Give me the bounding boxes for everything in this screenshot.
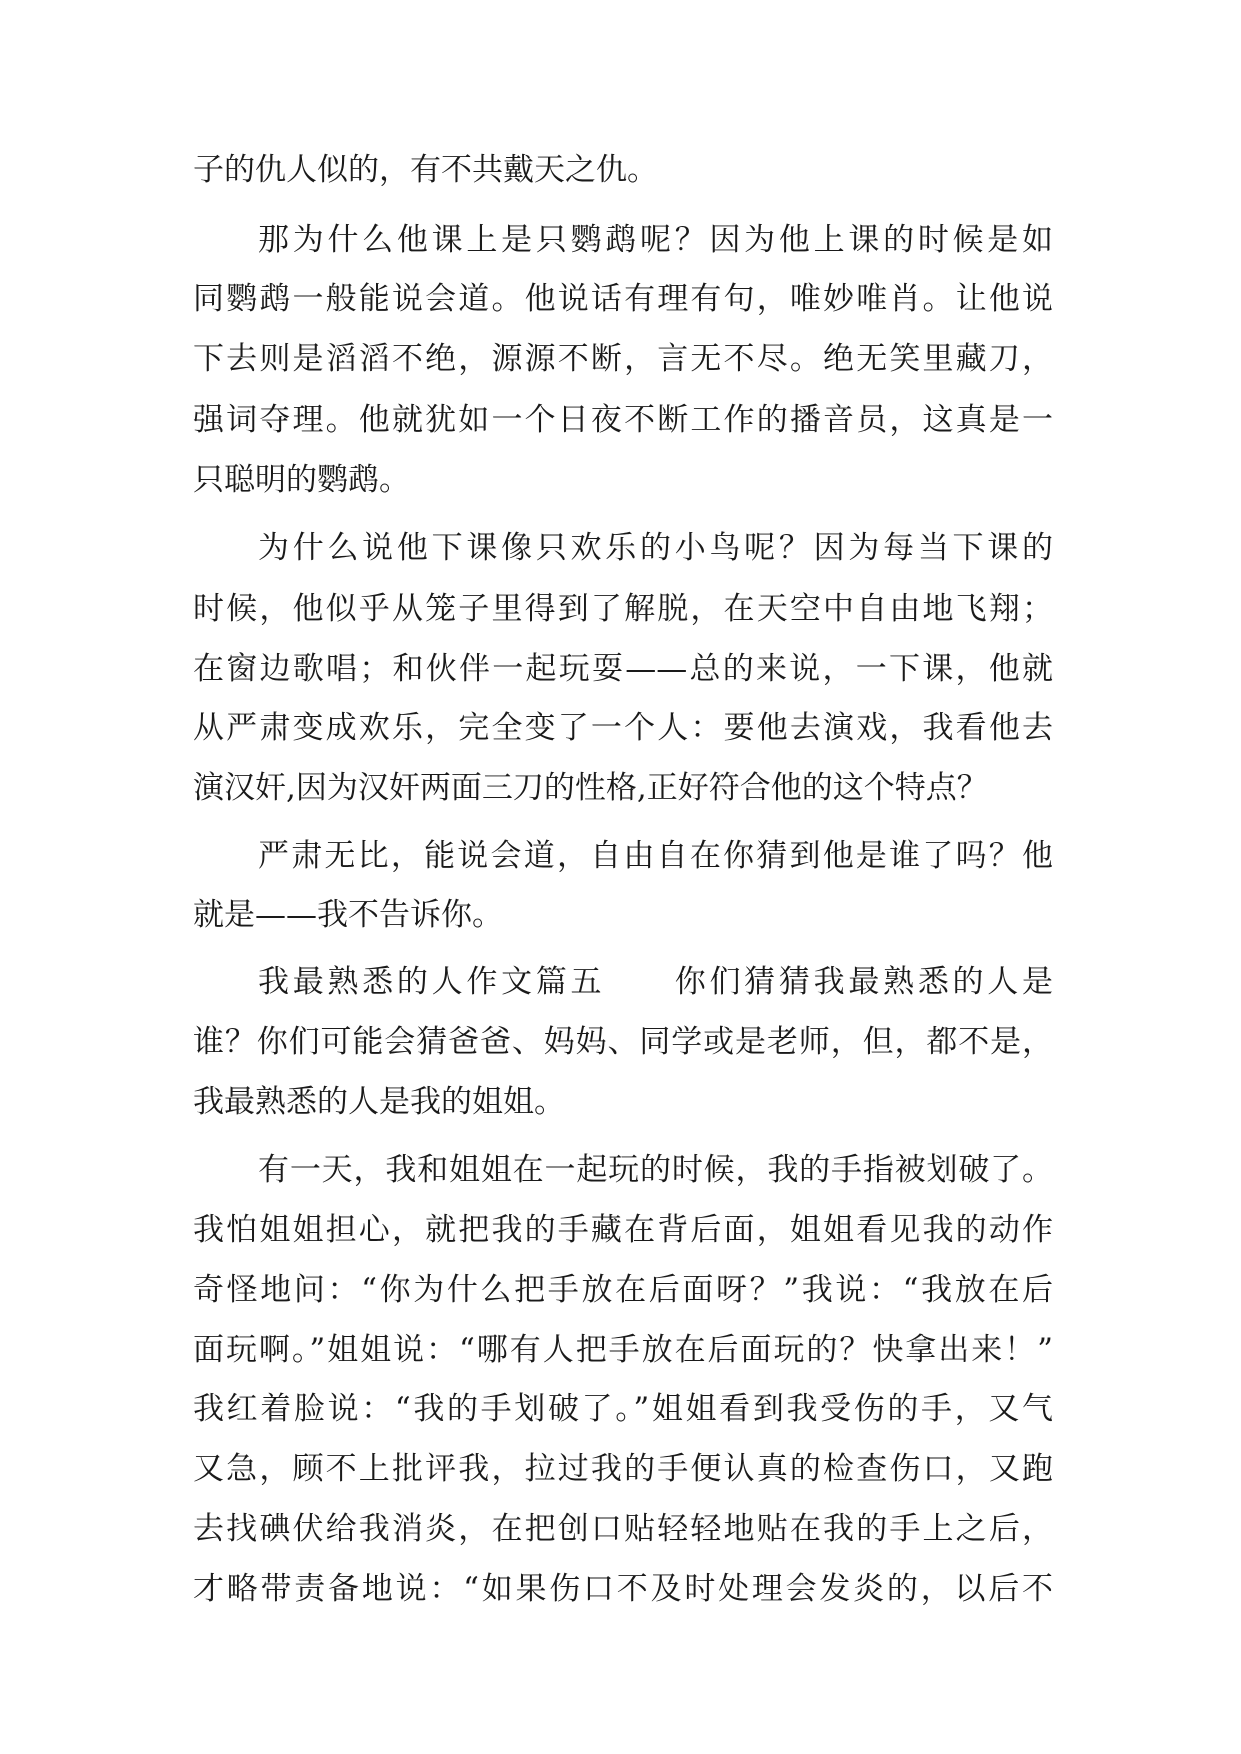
text-line: 去找碘伏给我消炎，在把创口贴轻轻地贴在我的手上之后，: [193, 1511, 1053, 1547]
text-line: 同鹦鹉一般能说会道。他说话有理有句，唯妙唯肖。让他说: [193, 281, 1053, 317]
text-line: 演汉奸,因为汉奸两面三刀的性格,正好符合他的这个特点？: [193, 770, 988, 806]
text-line: 强词夺理。他就犹如一个日夜不断工作的播音员，这真是一: [193, 402, 1053, 438]
text-line: 奇怪地问：“你为什么把手放在后面呀？”我说：“我放在后: [193, 1272, 1053, 1308]
text-line: 面玩啊。”姐姐说：“哪有人把手放在后面玩的？快拿出来！”: [193, 1332, 1053, 1368]
text-line: 时候，他似乎从笼子里得到了解脱，在天空中自由地飞翔；: [193, 591, 1053, 627]
text-line: 那为什么他课上是只鹦鹉呢？因为他上课的时候是如: [258, 222, 1053, 258]
text-line: 我红着脸说：“我的手划破了。”姐姐看到我受伤的手，又气: [193, 1391, 1053, 1427]
text-line: 我怕姐姐担心，就把我的手藏在背后面，姐姐看见我的动作: [193, 1212, 1053, 1248]
text-line: 从严肃变成欢乐，完全变了一个人：要他去演戏，我看他去: [193, 710, 1053, 746]
text-line: 我最熟悉的人是我的姐姐。: [193, 1084, 565, 1120]
text-line: 才略带责备地说：“如果伤口不及时处理会发炎的，以后不: [193, 1571, 1053, 1607]
text-line: 在窗边歌唱；和伙伴一起玩耍——总的来说，一下课，他就: [193, 651, 1053, 687]
text-line: 又急，顾不上批评我，拉过我的手便认真的检查伤口，又跑: [193, 1451, 1053, 1487]
text-line: 子的仇人似的，有不共戴天之仇。: [193, 152, 658, 188]
text-line: 下去则是滔滔不绝，源源不断，言无不尽。绝无笑里藏刀，: [193, 341, 1053, 377]
text-line: 谁？你们可能会猜爸爸、妈妈、同学或是老师，但，都不是，: [193, 1024, 1053, 1060]
text-line: 只聪明的鹦鹉。: [193, 462, 410, 498]
text-line: 为什么说他下课像只欢乐的小鸟呢？因为每当下课的: [258, 530, 1053, 566]
text-line: 我最熟悉的人作文篇五 你们猜猜我最熟悉的人是: [258, 964, 1053, 1000]
text-line: 有一天，我和姐姐在一起玩的时候，我的手指被划破了。: [258, 1152, 1053, 1188]
text-line: 严肃无比，能说会道，自由自在你猜到他是谁了吗？他: [258, 838, 1053, 874]
text-line: 就是——我不告诉你。: [193, 897, 503, 933]
